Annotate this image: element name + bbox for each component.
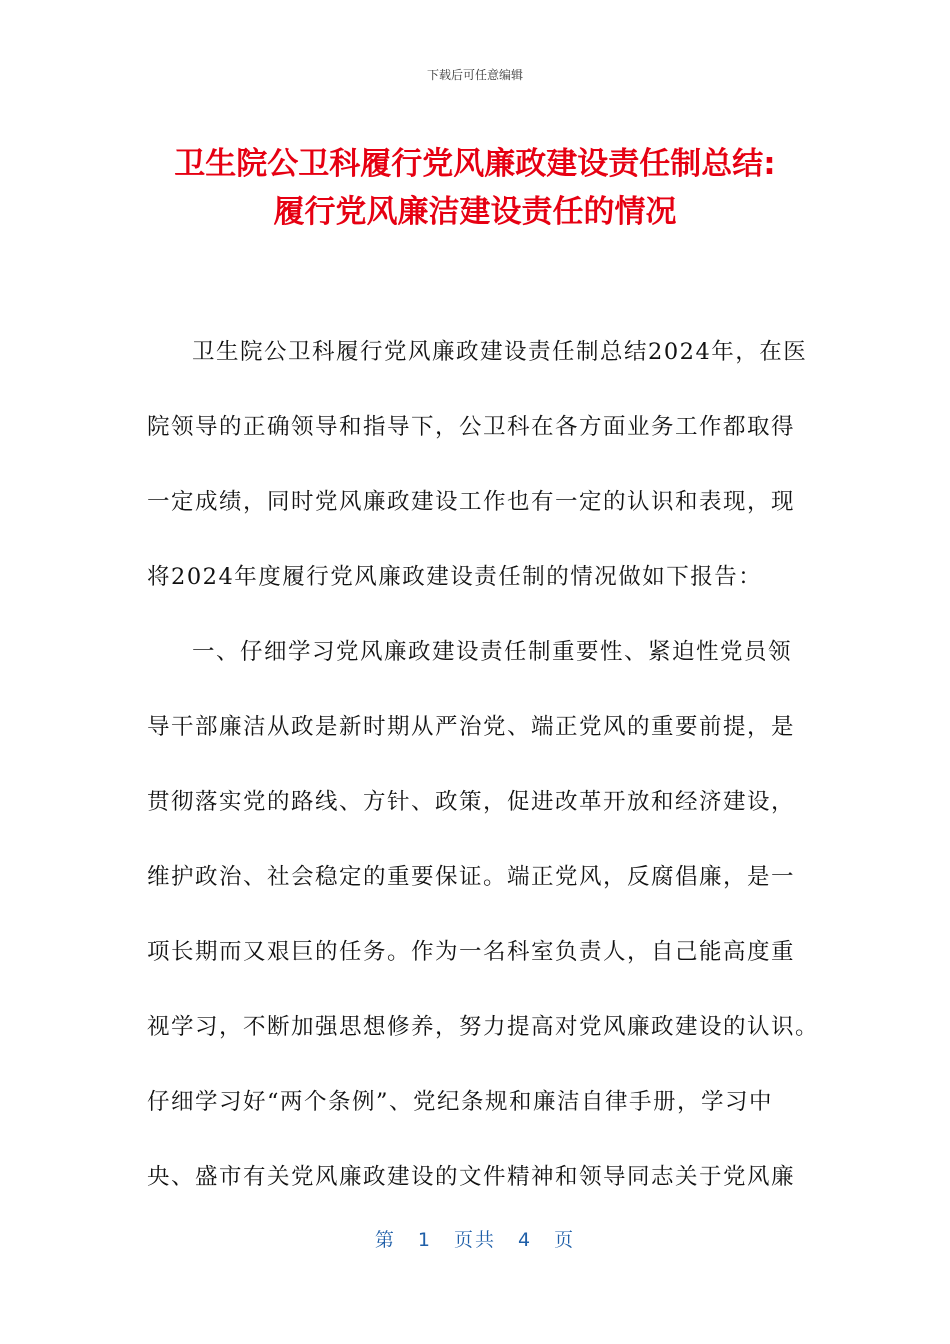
paragraph-1-line-4: 将2024年度履行党风廉政建设责任制的情况做如下报告： bbox=[147, 564, 763, 590]
footer-middle: 页共 bbox=[453, 1229, 496, 1251]
paragraph-2-line-2: 导干部廉洁从政是新时期从严治党、端正党风的重要前提，是 bbox=[147, 714, 796, 740]
body-text bbox=[147, 315, 820, 1215]
paragraph-1-line-1: 卫生院公卫科履行党风廉政建设责任制总结2024年，在医 bbox=[192, 339, 808, 365]
footer-suffix: 页 bbox=[554, 1229, 576, 1251]
footer-current-page: 1 bbox=[417, 1229, 432, 1251]
title-line-2: 履行党风廉洁建设责任的情况 bbox=[273, 194, 677, 230]
paragraph-2-line-8: 央、盛市有关党风廉政建设的文件精神和领导同志关于党风廉 bbox=[147, 1164, 796, 1190]
footer-total-pages: 4 bbox=[518, 1229, 533, 1251]
paragraph-2-line-1: 一、仔细学习党风廉政建设责任制重要性、紧迫性党员领 bbox=[192, 639, 793, 665]
paragraph-2-line-3: 贯彻落实党的路线、方针、政策，促进改革开放和经济建设， bbox=[147, 789, 796, 815]
paragraph-1-line-3: 一定成绩，同时党风廉政建设工作也有一定的认识和表现，现 bbox=[147, 489, 796, 515]
document-title bbox=[100, 140, 850, 236]
header-note: 下载后可任意编辑 bbox=[426, 68, 523, 82]
paragraph-2-line-4: 维护政治、社会稳定的重要保证。端正党风，反腐倡廉，是一 bbox=[147, 864, 796, 890]
paragraph-2-line-5: 项长期而又艰巨的任务。作为一名科室负责人，自己能高度重 bbox=[147, 939, 796, 965]
paragraph-2-line-6: 视学习，不断加强思想修养，努力提高对党风廉政建设的认识。 bbox=[147, 1014, 820, 1040]
page-footer bbox=[0, 1225, 950, 1252]
paragraph-2-line-7: 仔细学习好“两个条例”、党纪条规和廉洁自律手册，学习中 bbox=[147, 1089, 774, 1115]
paragraph-1-line-2: 院领导的正确领导和指导下，公卫科在各方面业务工作都取得 bbox=[147, 414, 796, 440]
title-line-1: 卫生院公卫科履行党风廉政建设责任制总结: bbox=[174, 146, 776, 182]
footer-prefix: 第 bbox=[374, 1229, 396, 1251]
